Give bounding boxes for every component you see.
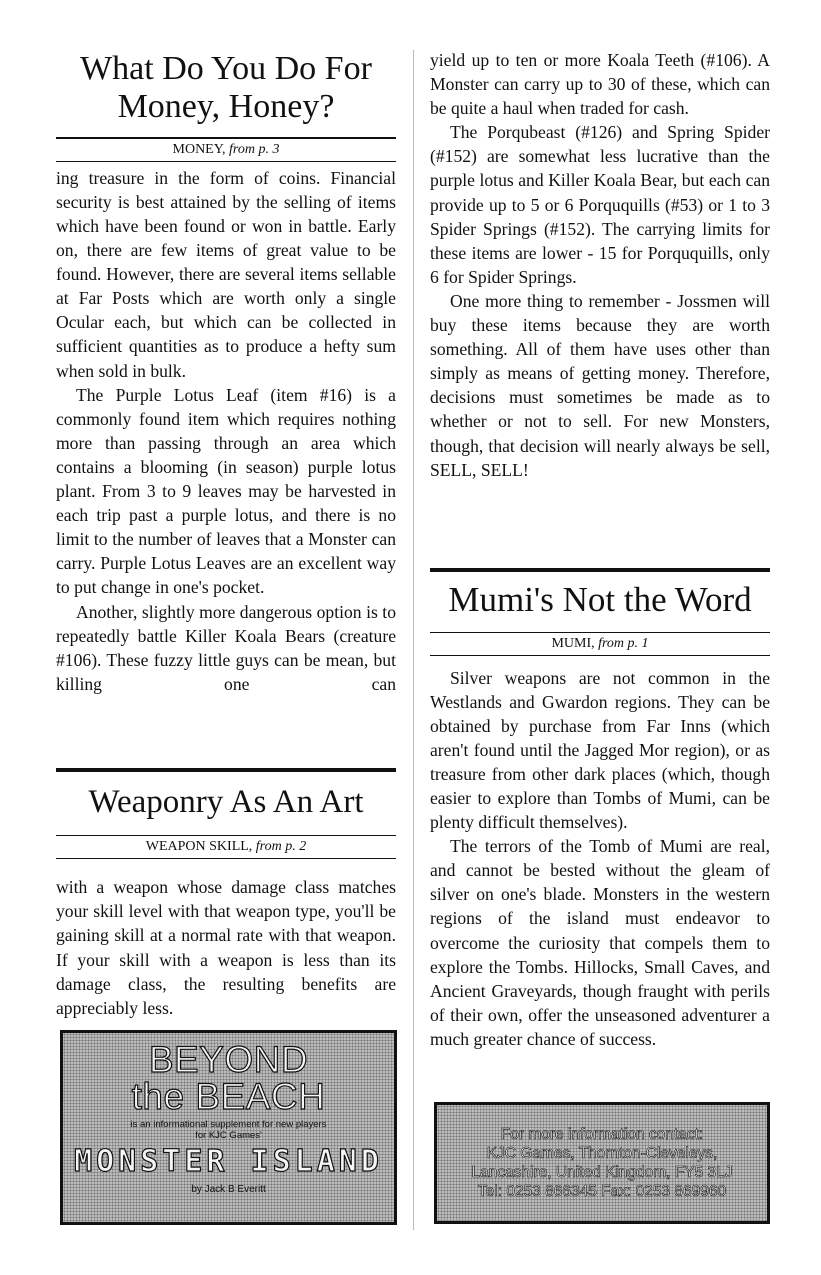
money-jump-label: MONEY,	[172, 141, 226, 157]
contact-line2: KJC Games, Thornton-Cleveleys,	[486, 1145, 718, 1162]
beach-title-line1: BEYOND	[148, 1039, 309, 1080]
mumi-headline: Mumi's Not the Word	[448, 580, 752, 619]
column-divider	[413, 50, 414, 1230]
weaponry-body	[56, 875, 396, 1020]
money-paragraph: Another, slightly more dangerous option is to repeatedly battle Killer Koala Bears (creature #106). These fuzzy little guys can be mean, but killing one can	[56, 601, 396, 694]
weaponry-jump-ref: from p. 2	[255, 839, 307, 855]
contact-line1: For more information contact:	[500, 1126, 704, 1143]
beach-subtitle-line2: for KJC Games'	[195, 1130, 262, 1141]
mumi-paragraph: The terrors of the Tomb of Mumi are real, and cannot be bested without the gleam of silver on one's blade. Monsters in the western regions of the island must endeavor to overcome the curiosity that compels them to explore the Tombs. Hillocks, Small Caves, and Ancient Graveyards, though fraught with perils of their own, offer the unseasoned adventurer a much greater chance of success.	[430, 836, 770, 1049]
beach-title-line2: the BEACH	[131, 1076, 326, 1117]
beach-subtitle-line1: is an informational supplement for new players	[130, 1119, 327, 1130]
weaponry-jump-label: WEAPON SKILL,	[145, 839, 253, 855]
weaponry-article	[56, 768, 396, 1020]
weaponry-headline: Weaponry As An Art	[88, 784, 364, 820]
money-headline-line2: Money, Honey?	[117, 88, 335, 126]
money-paragraph: The Porqubeast (#126) and Spring Spider (#152) are somewhat less lucrative than the purple lotus and Killer Koala Bear, but each can provide up to 5 or 6 Porququills (#53) or 1 to 3 Spider Springs (#152). The carrying limits for these items are lower - 15 for Porququills, only 6 for Spider Springs.	[430, 122, 770, 287]
weaponry-paragraph: with a weapon whose damage class matches your skill level with that weapon type, you'll be gaining skill at a normal rate with that weapon. If your skill with a weapon is less than its damage class, the resulting benefits are appreciably less.	[56, 877, 396, 1018]
mumi-bottom-rule	[430, 655, 770, 656]
contact-box	[434, 1102, 770, 1224]
money-right-body	[430, 48, 770, 482]
money-article-right	[430, 48, 770, 482]
money-paragraph: yield up to ten or more Koala Teeth (#106). A Monster can carry up to 30 of these, which can be quite a haul when traded for cash.	[430, 50, 770, 119]
mumi-jump-line	[430, 633, 770, 655]
money-jump-line	[56, 139, 396, 161]
money-paragraph: The Purple Lotus Leaf (item #16) is a commonly found item which requires nothing more than passing through an area which contains a blooming (in season) purple lotus plant. From 3 to 9 leaves may be harvested in each trip past a purple lotus, and there is no limit to the number of leaves that a Monster can carry. Purple Lotus Leaves are an excellent way to put change in one's pocket.	[56, 384, 396, 598]
weaponry-bottom-rule	[56, 858, 396, 859]
beyond-the-beach-box	[60, 1030, 397, 1225]
contact-line4: Tel: 0253 866345 Fax: 0253 869960	[477, 1183, 727, 1200]
weaponry-top-rule	[56, 768, 396, 772]
mumi-paragraph: Silver weapons are not common in the Westlands and Gwardon regions. They can be obtained by purchase from Far Inns (which aren't found until the Jagged Mor region), or as treasure from other dark places (which, though easier to explore than Tombs of Mumi, can be plenty difficult themselves).	[430, 667, 770, 833]
money-jump-ref: from p. 3	[229, 141, 280, 157]
money-paragraph: One more thing to remember - Jossmen will buy these items because they are worth something. All of them have uses other than simply as means of getting money. Therefore, decisions must sometimes be made as to whether or not to sell. For new Monsters, though, that decision will nearly always be sell, SELL, SELL!	[430, 290, 770, 480]
mumi-body	[430, 666, 770, 1052]
money-article-left	[56, 50, 396, 696]
mumi-jump-ref: from p. 1	[598, 635, 649, 651]
mumi-jump-label: MUMI,	[551, 635, 595, 651]
money-bottom-rule	[56, 161, 396, 162]
mumi-article	[430, 568, 770, 1051]
money-paragraph: ing treasure in the form of coins. Financial security is best attained by the selling of items which have been found or won in battle. Early on, there are few items of great value to be found. However, there are several items sellable at Far Posts which are worth only a single Ocular each, but which can be collected in sufficient quantities as to produce a hefty sum when sold in bulk.	[56, 167, 396, 381]
mumi-top-rule	[430, 568, 770, 572]
money-headline	[56, 50, 396, 127]
money-left-body	[56, 166, 396, 696]
money-headline-line1: What Do You Do For	[80, 50, 372, 87]
monster-island-logo: MONSTER ISLAND	[74, 1144, 383, 1179]
weaponry-jump-line	[56, 836, 396, 858]
beach-byline: by Jack B Everitt	[191, 1184, 266, 1195]
contact-line3: Lancashire, United Kingdom, FY5 3LJ	[471, 1164, 733, 1181]
